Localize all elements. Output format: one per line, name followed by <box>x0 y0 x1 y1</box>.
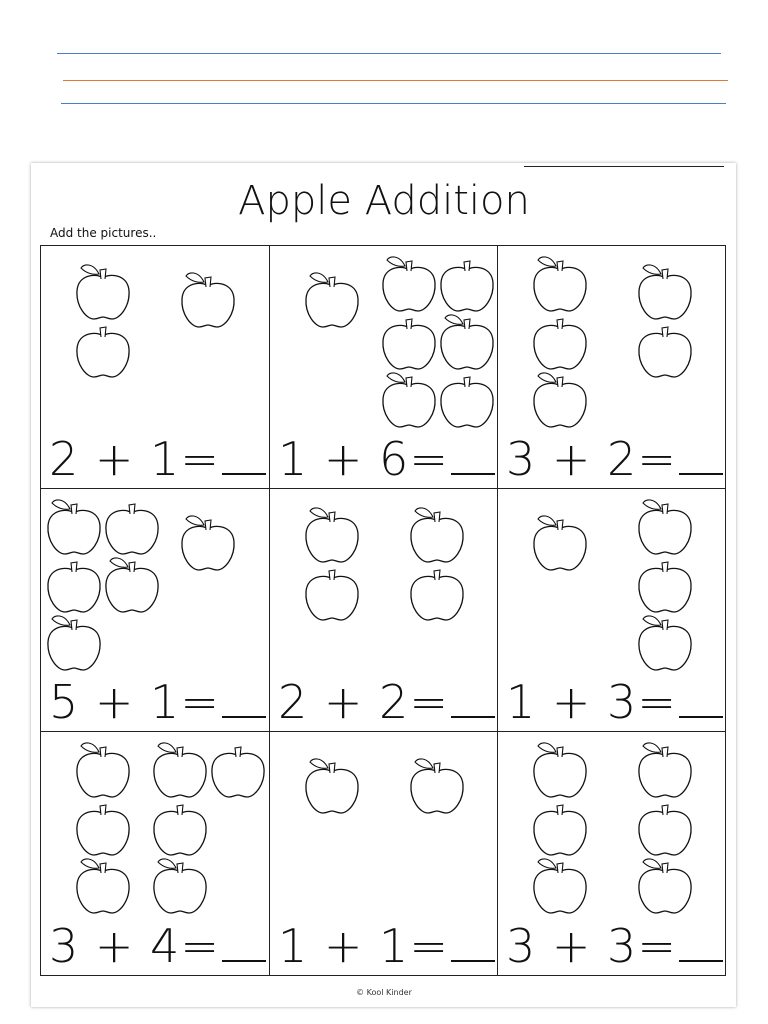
problem-cell <box>498 246 725 489</box>
apple-icon <box>306 508 358 562</box>
apple-icon <box>106 504 158 554</box>
answer-blank[interactable] <box>679 471 723 475</box>
equation <box>49 919 266 973</box>
problem-cell <box>498 489 725 732</box>
apple-group <box>498 489 726 679</box>
apple-group <box>270 732 498 922</box>
apple-icon <box>383 319 435 369</box>
apple-icon <box>441 377 493 427</box>
problem-cell <box>498 732 725 975</box>
apple-icon <box>306 759 358 813</box>
apple-icon <box>48 616 100 670</box>
apple-icon <box>306 273 358 327</box>
problem-grid <box>40 245 726 976</box>
equation-text: 3 + 2= <box>506 432 677 486</box>
equation-text: 3 + 4= <box>49 919 220 973</box>
apple-group <box>498 732 726 922</box>
answer-blank[interactable] <box>451 958 495 962</box>
problem-cell <box>41 732 270 975</box>
equation-text: 3 + 3= <box>506 919 677 973</box>
equation <box>49 675 266 729</box>
apple-icon <box>154 743 206 797</box>
apple-icon <box>534 805 586 855</box>
apple-icon <box>77 805 129 855</box>
apple-icon <box>182 516 234 570</box>
equation <box>278 675 495 729</box>
apple-group <box>498 246 726 436</box>
apple-icon <box>77 859 129 913</box>
apple-icon <box>411 570 463 620</box>
answer-blank[interactable] <box>451 714 495 718</box>
notebook-rule-middle <box>63 80 728 81</box>
answer-blank[interactable] <box>222 714 266 718</box>
apple-icon <box>534 859 586 913</box>
apple-icon <box>212 747 264 797</box>
apple-icon <box>383 373 435 427</box>
answer-blank[interactable] <box>679 714 723 718</box>
apple-icon <box>383 257 435 311</box>
apple-icon <box>77 327 129 377</box>
answer-blank[interactable] <box>451 471 495 475</box>
answer-blank[interactable] <box>222 958 266 962</box>
apple-group <box>41 246 269 436</box>
apple-group <box>270 246 498 436</box>
apple-group <box>41 489 269 679</box>
notebook-rule-bottom <box>61 103 726 104</box>
apple-icon <box>534 516 586 570</box>
apple-group <box>270 489 498 679</box>
apple-icon <box>48 562 100 612</box>
equation <box>506 919 723 973</box>
apple-icon <box>639 327 691 377</box>
problem-cell <box>270 489 498 732</box>
instruction-text: Add the pictures.. <box>50 226 157 240</box>
apple-icon <box>306 570 358 620</box>
copyright-footer: © Kool Kinder <box>356 988 412 997</box>
apple-icon <box>77 743 129 797</box>
notebook-rule-top <box>57 53 721 54</box>
equation-text: 1 + 1= <box>278 919 449 973</box>
answer-blank[interactable] <box>679 958 723 962</box>
equation-text: 2 + 2= <box>278 675 449 729</box>
equation <box>49 432 266 486</box>
equation <box>278 919 495 973</box>
problem-cell <box>270 732 498 975</box>
problem-cell <box>270 246 498 489</box>
equation-text: 1 + 6= <box>278 432 449 486</box>
apple-icon <box>639 500 691 554</box>
apple-icon <box>534 257 586 311</box>
apple-icon <box>411 508 463 562</box>
apple-icon <box>639 743 691 797</box>
name-line <box>524 166 724 167</box>
apple-icon <box>534 373 586 427</box>
apple-icon <box>182 273 234 327</box>
apple-icon <box>639 562 691 612</box>
apple-icon <box>106 558 158 612</box>
apple-icon <box>639 616 691 670</box>
equation <box>278 432 495 486</box>
apple-icon <box>48 500 100 554</box>
problem-cell <box>41 246 270 489</box>
equation-text: 2 + 1= <box>49 432 220 486</box>
answer-blank[interactable] <box>222 471 266 475</box>
equation <box>506 675 723 729</box>
problem-cell <box>41 489 270 732</box>
apple-icon <box>77 265 129 319</box>
apple-icon <box>534 319 586 369</box>
equation-text: 1 + 3= <box>506 675 677 729</box>
equation-text: 5 + 1= <box>49 675 220 729</box>
apple-icon <box>154 805 206 855</box>
apple-icon <box>639 265 691 319</box>
apple-icon <box>534 743 586 797</box>
apple-icon <box>411 759 463 813</box>
page-title: Apple Addition <box>238 178 530 224</box>
apple-icon <box>441 261 493 311</box>
apple-icon <box>154 859 206 913</box>
apple-icon <box>639 859 691 913</box>
apple-icon <box>639 805 691 855</box>
equation <box>506 432 723 486</box>
apple-group <box>41 732 269 922</box>
apple-icon <box>441 315 493 369</box>
